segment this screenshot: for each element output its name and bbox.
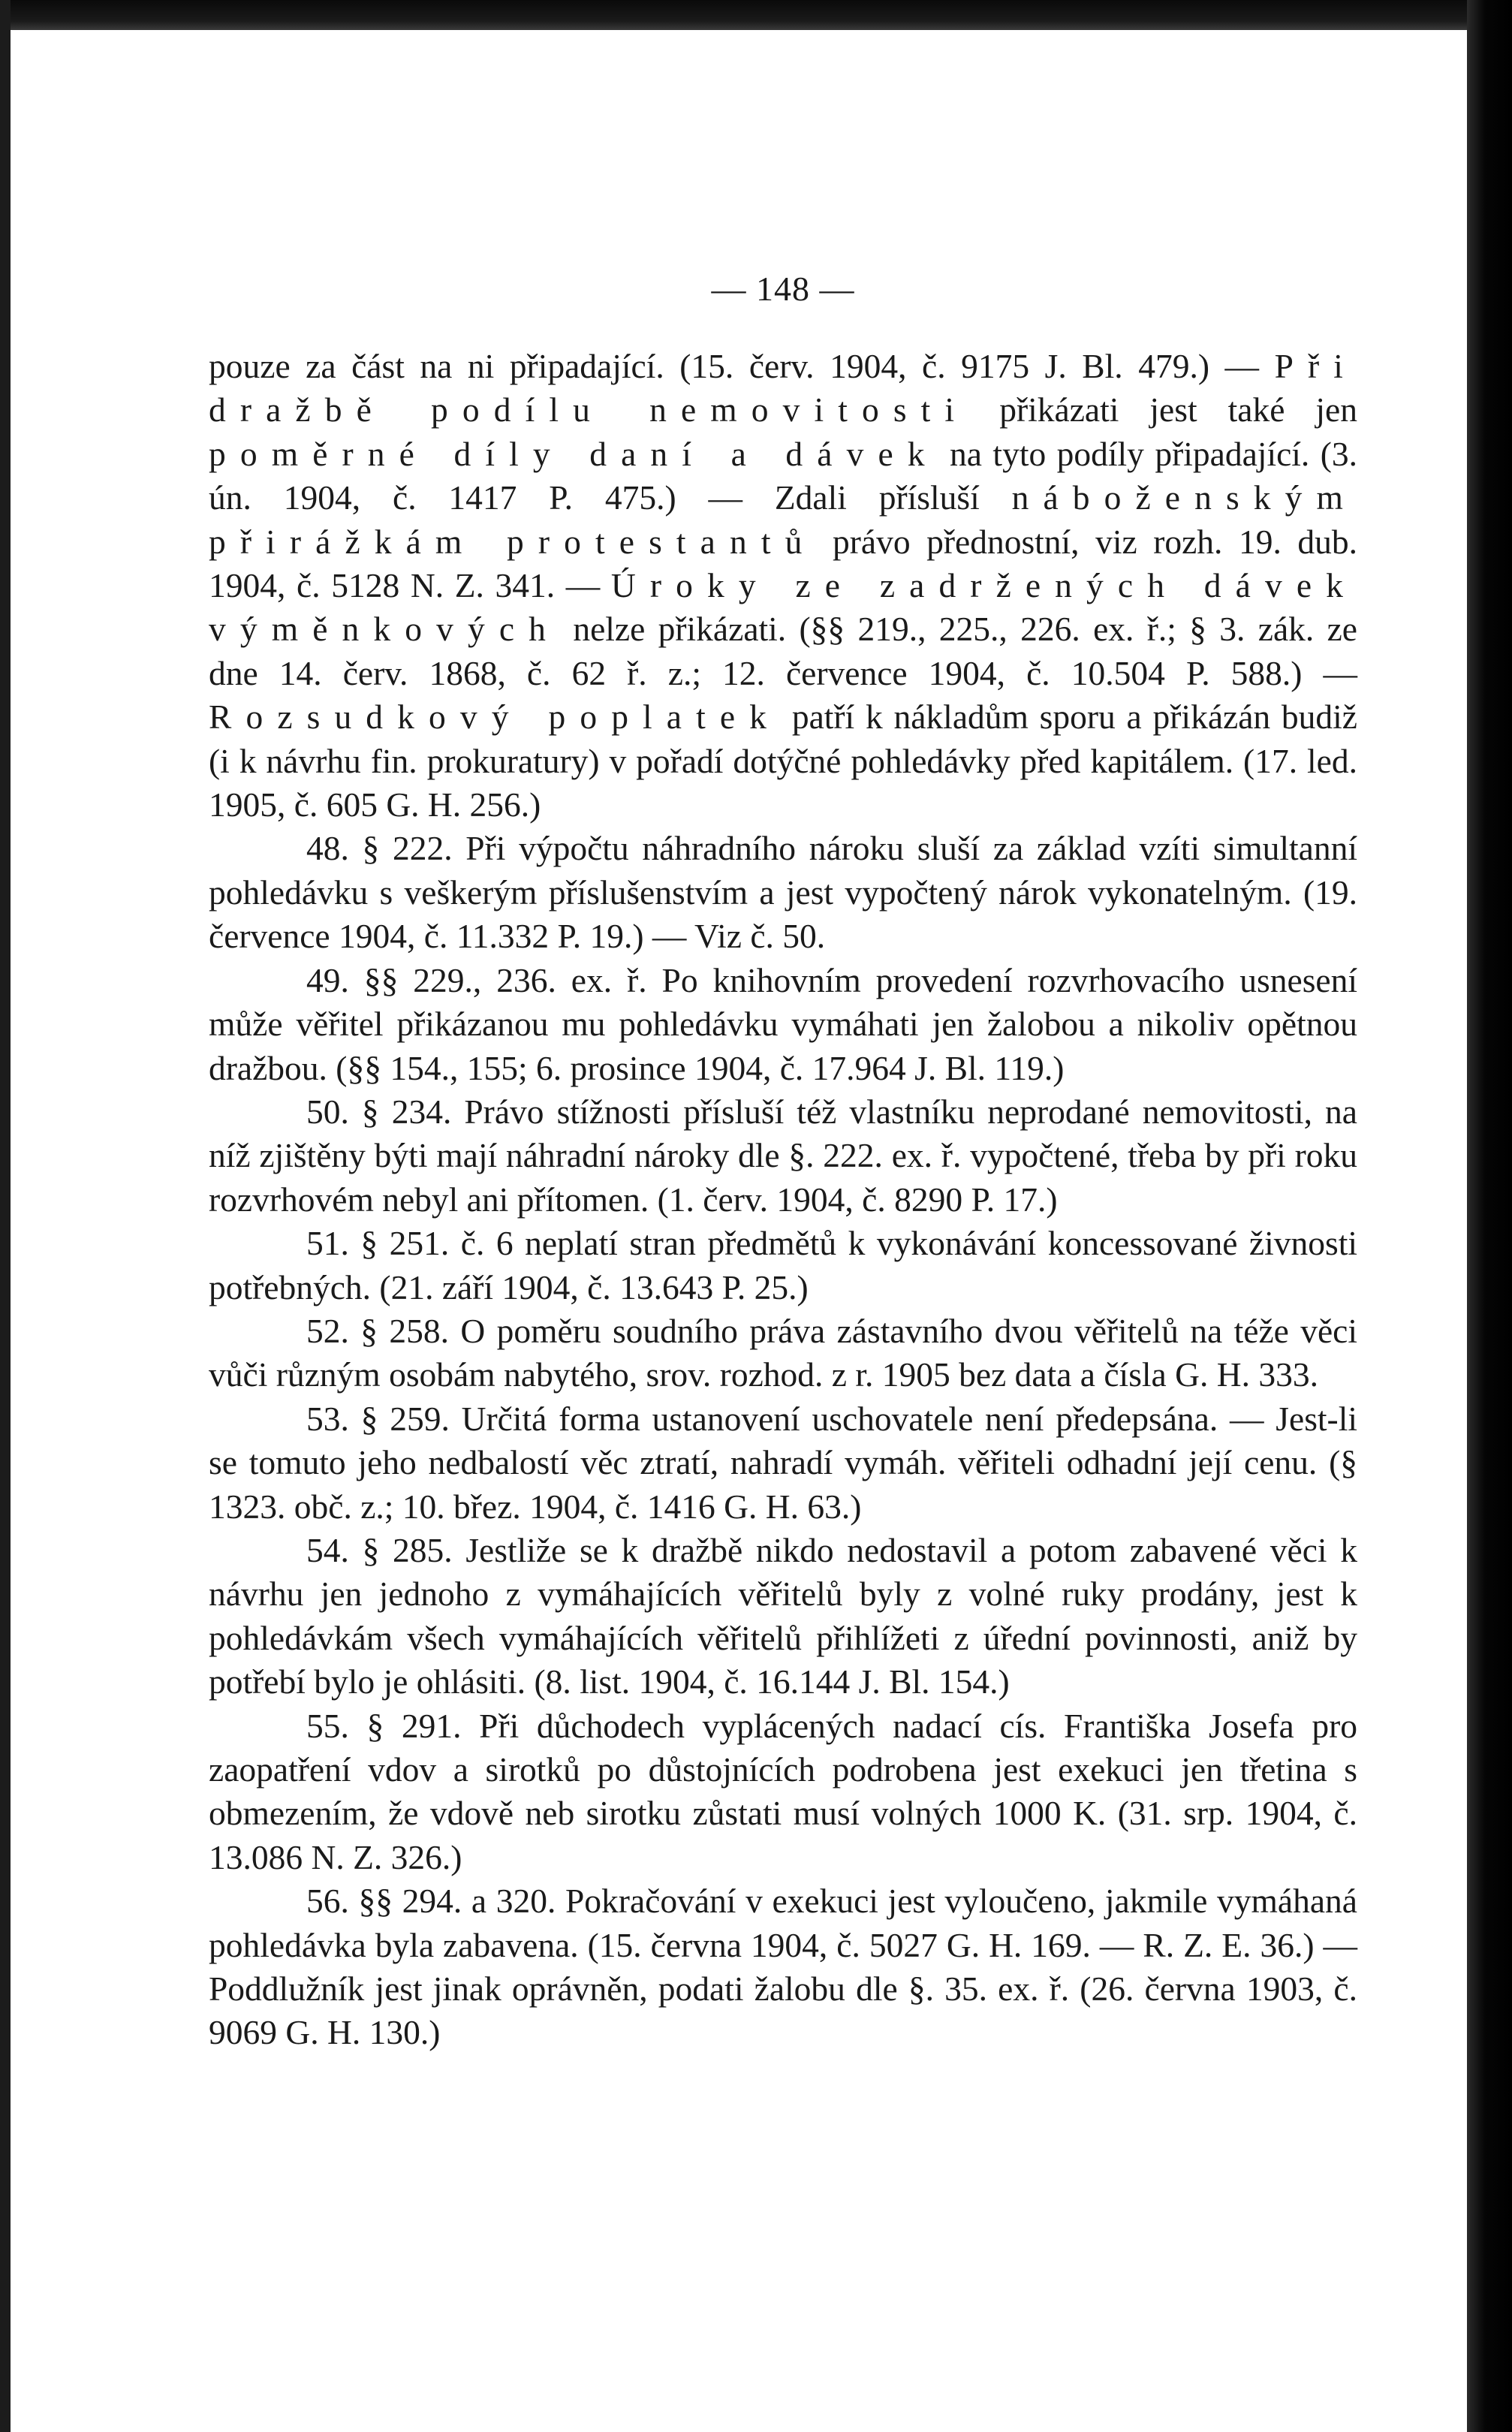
paragraph [209, 827, 1357, 958]
paragraph [209, 1309, 1357, 1397]
paragraph [209, 959, 1357, 1090]
page-number: — 148 — [711, 270, 855, 308]
scan-border-left [0, 0, 11, 2432]
paragraph-text: pouze za část na ni připadající. (15. červ. 1904, č. 9175 J. Bl. 479.) — [209, 347, 1275, 385]
paragraph-text: 50. § 234. Právo stížnosti přísluší též vlastníku neprodané nemovitosti, na níž zjištěny býti mají náhradní nároky dle §. 222. ex. ř. vypočtené, třeba by při roku rozvrhovém nebyl ani přítomen. (1. červ. 1904, č. 8290 P. 17.) [209, 1092, 1357, 1219]
paragraph-text: 56. §§ 294. a 320. Pokračování v exekuci jest vyloučeno, jakmile vymáhaná pohledávka byla zabavena. (15. června 1904, č. 5027 G. H. 169. — R. Z. E. 36.) — Poddlužník jest jinak oprávněn, podati žalobu dle §. 35. ex. ř. (26. června 1903, č. 9069 G. H. 130.) [209, 1882, 1357, 2052]
paragraph [209, 345, 1357, 827]
spaced-emphasis-text: náboženským přirážkám protestantů [209, 478, 1357, 561]
paragraph-text: 49. §§ 229., 236. ex. ř. Po knihovním provedení rozvrhovacího usnesení může věřitel přikázanou mu pohledávku vymáhati jen žalobou a nikoliv opětnou dražbou. (§§ 154., 155; 6. prosince 1904, č. 17.964 J. Bl. 119.) [209, 960, 1357, 1087]
paragraph-text: nelze přikázati. (§§ 219., 225., 226. ex. ř.; § 3. zák. ze dne 14. červ. 1868, č. 62 ř. z.; 12. července 1904, č. 10.504 P. 588.) — [209, 610, 1357, 692]
paragraph-text: na tyto podíly připadající. (3. ún. 1904, č. 1417 P. 475.) — Zdali přísluší [209, 434, 1358, 517]
paragraph-text: 53. § 259. Určitá forma ustanovení uschovatele není předepsána. — Jest-li se tomuto jeho nedbalostí věc ztratí, nahradí vymáh. věřiteli odhadní její cenu. (§ 1323. obč. z.; 10. břez. 1904, č. 1416 G. H. 63.) [209, 1399, 1357, 1526]
paragraph [209, 1397, 1357, 1529]
spaced-emphasis-text: poměrné díly daní a dávek [209, 434, 939, 473]
paragraph-text: 48. § 222. Při výpočtu náhradního nároku sluší za základ vzíti simultanní pohledávku s veškerým příslušenstvím a jest vypočtený nárok vykonatelným. (19. července 1904, č. 11.332 P. 19.) — Viz č. 50. [209, 829, 1357, 956]
paragraph-text: patří k nákladům sporu a přikázán budiž (i k návrhu fin. prokuratury) v pořadí dotýčné pohledávky před kapitálem. (17. led. 1905, č. 605 G. H. 256.) [209, 698, 1358, 824]
paragraph [209, 1222, 1357, 1309]
paragraph-text: právo přednostní, viz rozh. 19. dub. 1904, č. 5128 N. Z. 341. — [209, 522, 1357, 605]
paragraph-text: 54. § 285. Jestliže se k dražbě nikdo nedostavil a potom zabavené věci k návrhu jen jednoho z vymáhajících věřitelů byly z volné ruky prodány, jest k pohledávkám všech vymáhajících věřitelů přihlížeti z úřední povinnosti, aniž by potřebí bylo je ohlásiti. (8. list. 1904, č. 16.144 J. Bl. 154.) [209, 1530, 1357, 1701]
paragraph-text: 52. § 258. O poměru soudního práva zástavního dvou věřitelů na téže věci vůči různým osobám nabytého, srov. rozhod. z r. 1905 bez data a čísla G. H. 333. [209, 1311, 1357, 1394]
paragraph-text: 51. § 251. č. 6 neplatí stran předmětů k vykonávání koncessované živnosti potřebných. (21. září 1904, č. 13.643 P. 25.) [209, 1224, 1357, 1306]
paragraph-text: přikázati jest také jen [968, 390, 1357, 429]
spaced-emphasis-text: Úroky ze zadržených dávek výměnkových [209, 566, 1357, 649]
book-page [209, 30, 1357, 2055]
scan-border-right [1467, 0, 1512, 2432]
paragraph [209, 1879, 1357, 2055]
spaced-emphasis-text: Rozsudkový poplatek [209, 698, 782, 737]
paragraph-text: 55. § 291. Při důchodech vyplácených nadací cís. Františka Josefa pro zaopatření vdov a sirotků po důstojnících podrobena jest exekuci jen třetina s obmezením, že vdově neb sirotku zůstati musí volných 1000 K. (31. srp. 1904, č. 13.086 N. Z. 326.) [209, 1706, 1357, 1876]
paragraph [209, 1529, 1357, 1704]
page-body [209, 345, 1357, 2055]
spaced-emphasis-text: Při dražbě podílu nemovitosti [209, 347, 1357, 429]
paragraph [209, 1704, 1357, 1880]
scan-border-top [0, 0, 1512, 30]
paragraph [209, 1090, 1357, 1222]
